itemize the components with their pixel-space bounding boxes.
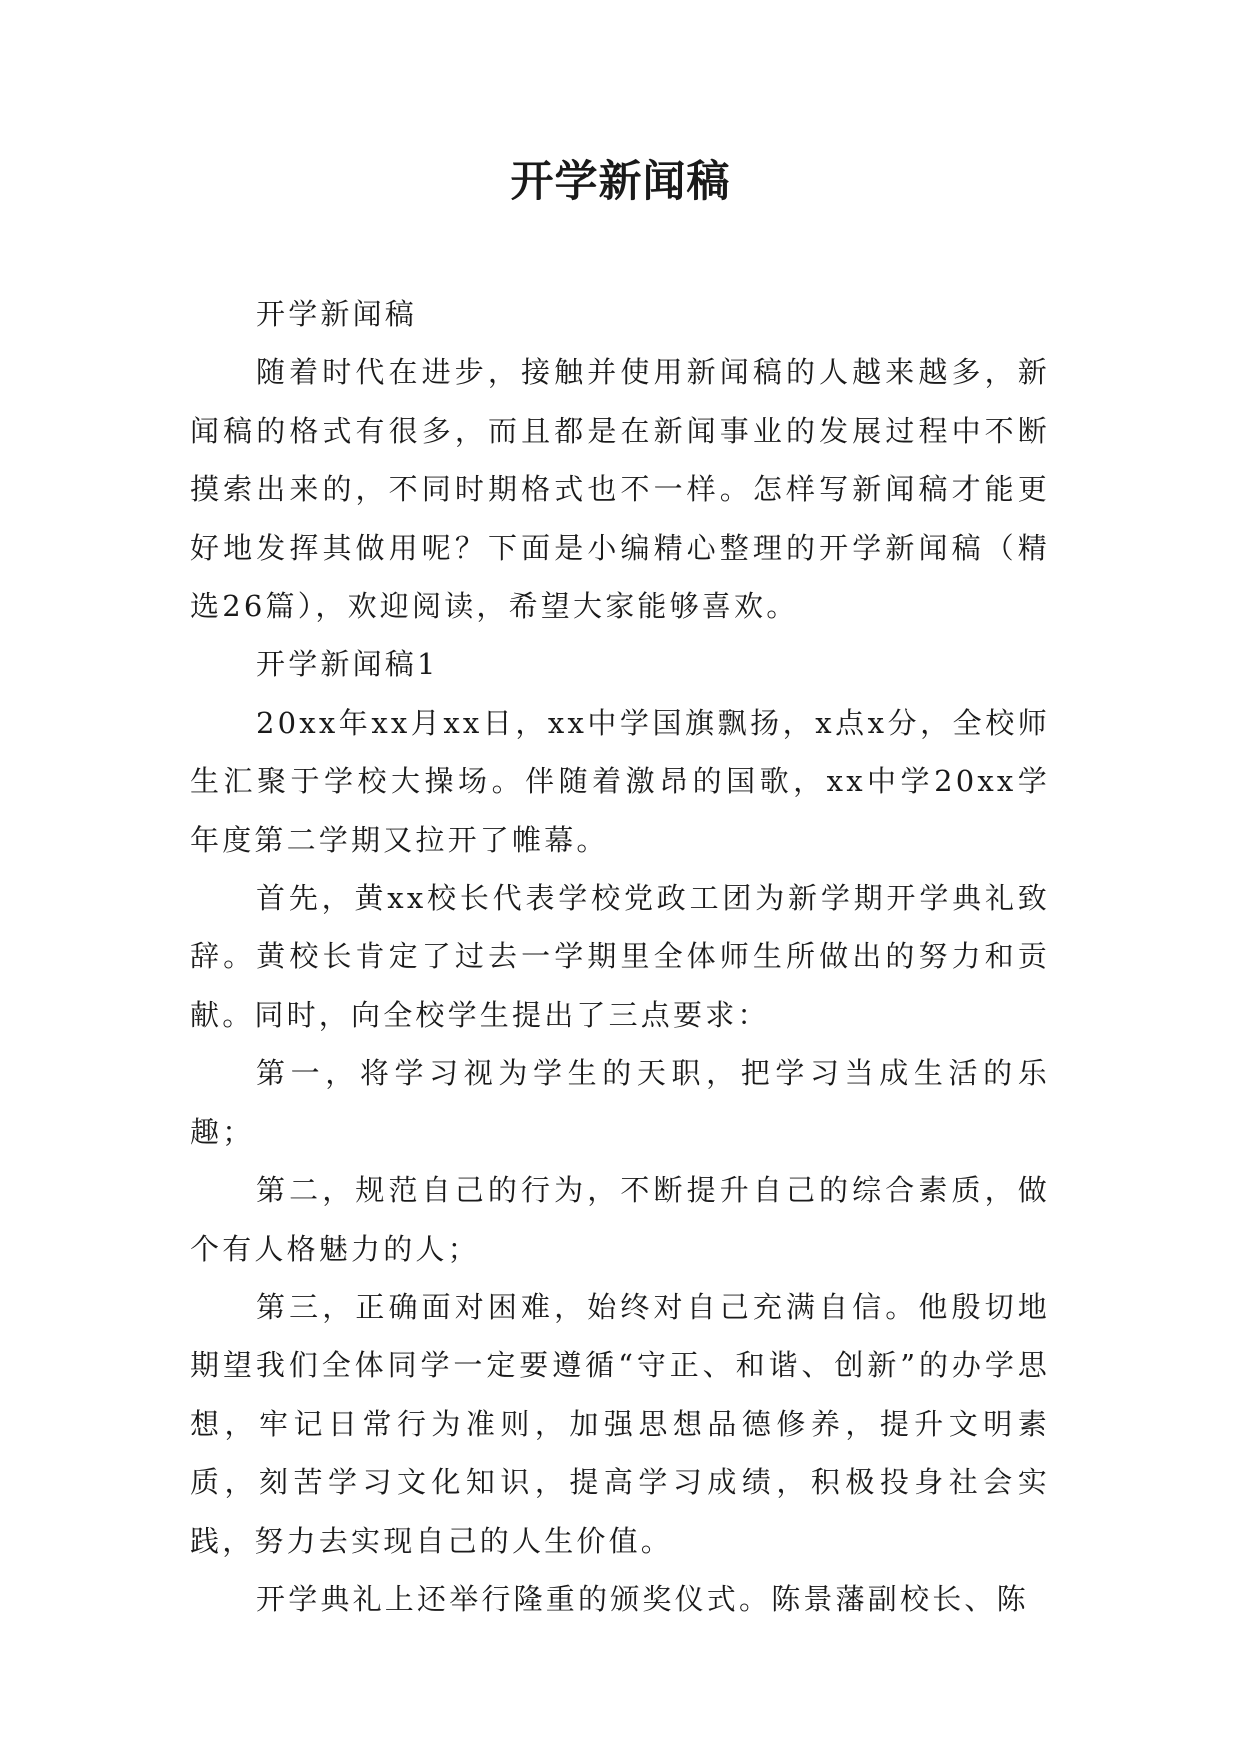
document-body bbox=[190, 285, 1050, 1628]
paragraph-requirement-1: 第一，将学习视为学生的天职，把学习当成生活的乐趣； bbox=[190, 1056, 1050, 1149]
document-title: 开学新闻稿 bbox=[510, 157, 731, 207]
paragraph-subtitle: 开学新闻稿 bbox=[256, 297, 418, 331]
paragraph-requirement-3: 第三，正确面对困难，始终对自己充满自信。他殷切地期望我们全体同学一定要遵循“守正、和谐、创新”的办学思想，牢记日常行为准则，加强思想品德修养，提升文明素质，刻苦学习文化知识，提高学习成绩，积极投身社会实践，努力去实现自己的人生价值。 bbox=[190, 1289, 1050, 1558]
paragraph-section-heading: 开学新闻稿1 bbox=[256, 647, 439, 682]
paragraph-award-ceremony: 开学典礼上还举行隆重的颁奖仪式。陈景藩副校长、陈 bbox=[256, 1581, 1029, 1616]
paragraph-intro: 随着时代在进步，接触并使用新闻稿的人越来越多，新闻稿的格式有很多，而且都是在新闻事业的发展过程中不断摸索出来的，不同时期格式也不一样。怎样写新闻稿才能更好地发挥其做用呢？下面是小编精心整理的开学新闻稿（精选26篇），欢迎阅读，希望大家能够喜欢。 bbox=[190, 355, 1050, 624]
paragraph-principal-speech: 首先，黄xx校长代表学校党政工团为新学期开学典礼致辞。黄校长肯定了过去一学期里全体师生所做出的努力和贡献。同时，向全校学生提出了三点要求： bbox=[190, 881, 1050, 1032]
paragraph-opening: 20xx年xx月xx日，xx中学国旗飘扬，x点x分，全校师生汇聚于学校大操场。伴随着激昂的国歌，xx中学20xx学年度第二学期又拉开了帷幕。 bbox=[190, 705, 1050, 857]
paragraph-requirement-2: 第二，规范自己的行为，不断提升自己的综合素质，做个有人格魅力的人； bbox=[190, 1173, 1050, 1266]
